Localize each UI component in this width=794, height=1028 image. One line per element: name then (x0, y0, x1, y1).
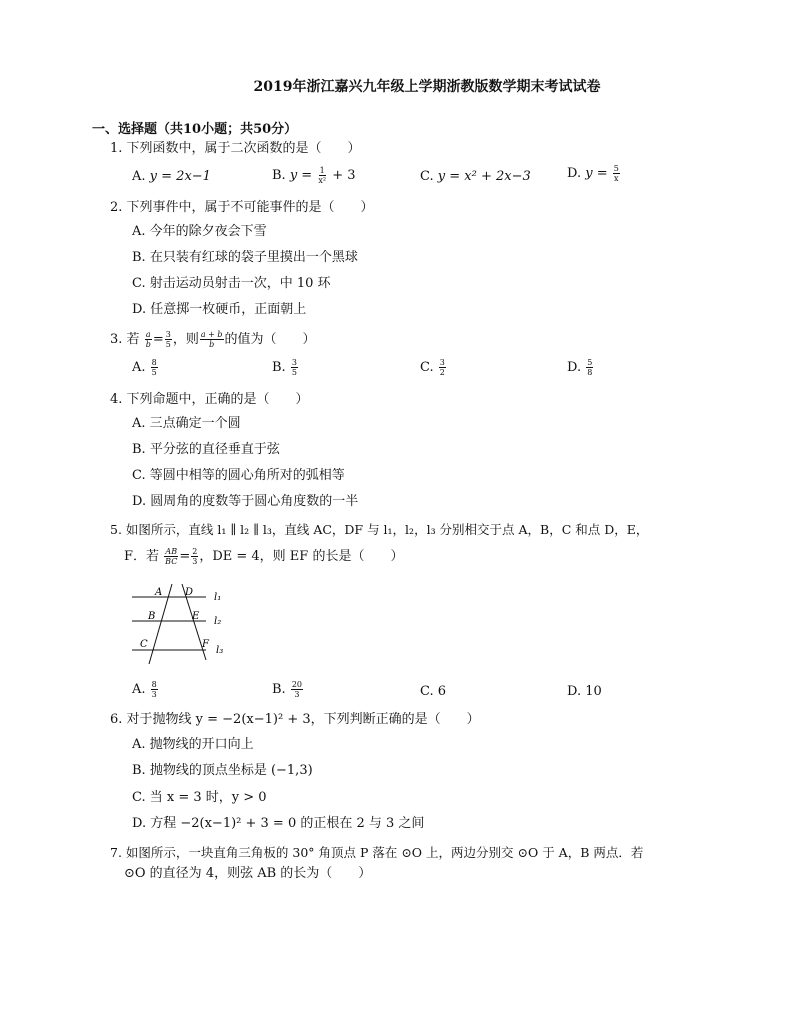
fraction: $\frac{3}{2}$ (439, 358, 445, 377)
label-d: D (185, 587, 194, 598)
label-e: E (192, 611, 200, 622)
q4-option-b: B. 平分弦的直径垂直于弦 (132, 442, 280, 457)
question-5-line-2: F．若 $\frac{AB}{BC}$ = $\frac{2}{3}$ ，DE = 4，则 EF 的长是（ ） (124, 547, 404, 566)
fraction: $\frac{8}{5}$ (151, 358, 157, 377)
q6-option-d: D. 方程 −2(x−1)² + 3 = 0 的正根在 2 与 3 之间 (132, 816, 425, 831)
question-1-stem: 1. 下列函数中，属于二次函数的是（ ） (110, 141, 361, 156)
q2-option-b: B. 在只装有红球的袋子里摸出一个黑球 (132, 250, 358, 265)
question-7-line-2: ⊙O 的直径为 4，则弦 AB 的长为（ ） (124, 866, 372, 881)
fraction: $\frac{5}{x}$ (613, 164, 619, 183)
label-b: B (148, 611, 156, 622)
fraction: $\frac{5}{8}$ (587, 358, 593, 377)
q2-option-c: C. 射击运动员射击一次，中 10 环 (132, 276, 331, 291)
q4-option-d: D. 圆周角的度数等于圆心角度数的一半 (132, 494, 359, 509)
label-l1: l₁ (214, 592, 222, 603)
fraction: $\frac{8}{3}$ (151, 680, 157, 699)
q6-option-a: A. 抛物线的开口向上 (132, 737, 254, 752)
label-c: C (140, 639, 148, 650)
section-heading: 一、选择题（共10小题；共50分） (92, 122, 298, 137)
q2-option-a: A. 今年的除夕夜会下雪 (132, 224, 267, 239)
parallel-lines-figure (128, 582, 238, 664)
q6-option-b: B. 抛物线的顶点坐标是 (−1,3) (132, 763, 313, 778)
q5-option-c: C. 6 (420, 684, 447, 699)
fraction: $\frac{2}{3}$ (192, 547, 198, 566)
label-l2: l₂ (214, 616, 222, 627)
q4-option-c: C. 等圆中相等的圆心角所对的弧相等 (132, 468, 345, 483)
q3-option-b: B. $\frac{3}{5}$ (272, 358, 297, 377)
q5-option-b: B. $\frac{20}{3}$ (272, 680, 303, 699)
q1-option-c: C. y = x² + 2x−3 (420, 169, 531, 184)
fraction: $\frac{3}{5}$ (165, 330, 171, 349)
label-a: A (155, 587, 163, 598)
q2-option-d: D. 任意掷一枚硬币，正面朝上 (132, 302, 307, 317)
question-3-stem: 3. 若 $\frac{a}{b}$ = $\frac{3}{5}$ ，则 $\frac{a + b}{b}$ 的值为（ ） (110, 330, 316, 349)
q1-option-a: A. y = 2x−1 (132, 169, 211, 184)
question-7-line-1: 7. 如图所示，一块直角三角板的 30° 角顶点 P 落在 ⊙O 上，两边分别交 ⊙O 于 A，B 两点．若 (110, 845, 644, 860)
q4-option-a: A. 三点确定一个圆 (132, 416, 241, 431)
q6-option-c: C. 当 x = 3 时，y > 0 (132, 790, 267, 805)
fraction: $\frac{1}{\text{x²}}$ (318, 166, 327, 185)
label-f: F (202, 639, 209, 650)
q1-option-d: D. y = $\frac{5}{x}$ (567, 164, 619, 183)
fraction: $\frac{a}{b}$ (145, 330, 151, 349)
q3-option-a: A. $\frac{8}{5}$ (132, 358, 157, 377)
q3-option-d: D. $\frac{5}{8}$ (567, 358, 593, 377)
question-4-stem: 4. 下列命题中，正确的是（ ） (110, 392, 309, 407)
fraction: $\frac{a + b}{b}$ (200, 330, 223, 349)
page-title: 2019年浙江嘉兴九年级上学期浙教版数学期末考试试卷 (253, 79, 601, 95)
q5-option-a: A. $\frac{8}{3}$ (132, 680, 157, 699)
fraction: $\frac{20}{3}$ (291, 680, 303, 699)
q5-option-d: D. 10 (567, 684, 602, 699)
label-l3: l₃ (216, 645, 224, 656)
fraction: $\frac{3}{5}$ (291, 358, 297, 377)
q3-option-c: C. $\frac{3}{2}$ (420, 358, 445, 377)
fraction: $\frac{AB}{BC}$ (165, 547, 178, 566)
question-2-stem: 2. 下列事件中，属于不可能事件的是（ ） (110, 200, 374, 215)
q1-option-b: B. y = $\frac{1}{\text{x²}}$ + 3 (272, 166, 356, 185)
question-5-line-1: 5. 如图所示，直线 l₁ ∥ l₂ ∥ l₃，直线 AC，DF 与 l₁，l₂，l₃ 分别相交于点 A，B，C 和点 D，E， (110, 522, 649, 537)
question-6-stem: 6. 对于抛物线 y = −2(x−1)² + 3，下列判断正确的是（ ） (110, 712, 480, 727)
